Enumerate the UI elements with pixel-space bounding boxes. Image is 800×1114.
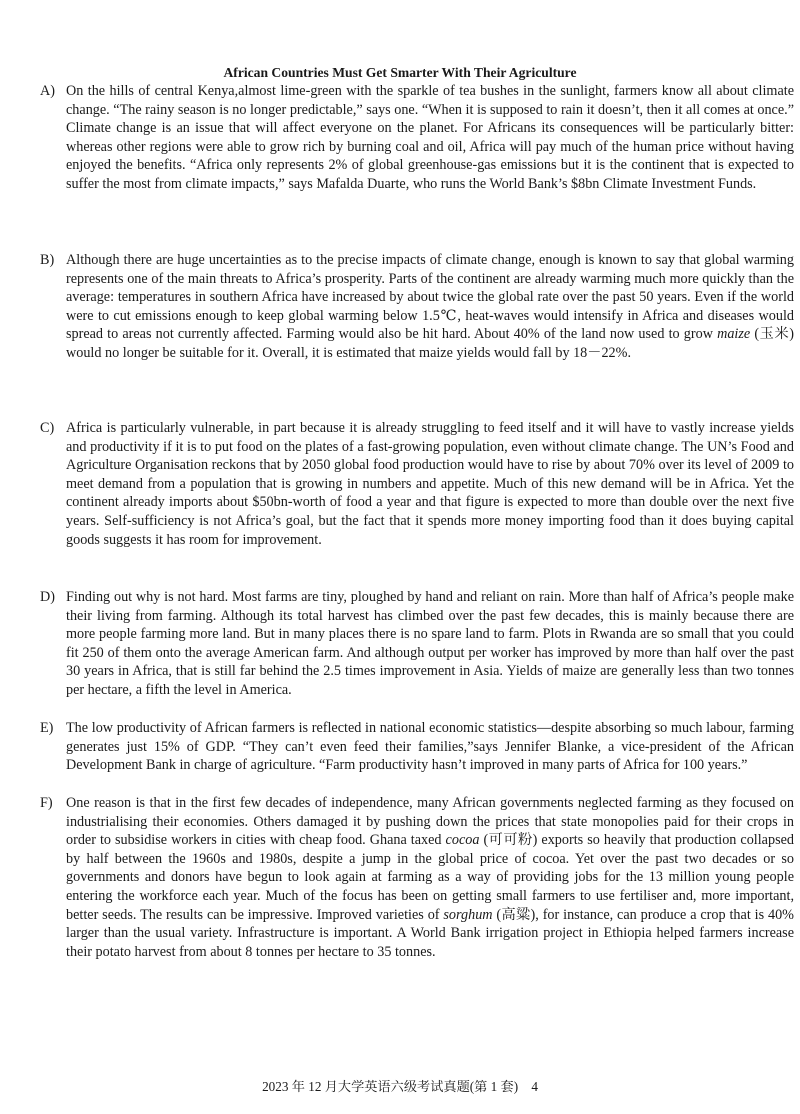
italic-term: cocoa — [445, 832, 480, 849]
text-run: One reason is that in the first few decades of independence, many African governments neglected farming as they focused on industrialising their economies. Others damaged it by pushing down the prices that state monopolies paid for their crops in order to subsidise workers in cities with cheap food. Ghana taxed — [66, 795, 794, 849]
paragraph-f — [40, 794, 794, 961]
paragraph-e — [40, 719, 794, 775]
paragraph-d — [40, 588, 794, 700]
paragraph-label: E) — [40, 720, 54, 736]
page-footer: 2023 年 12 月大学英语六级考试真题(第 1 套) 4 — [262, 1079, 538, 1094]
italic-term: maize — [717, 326, 751, 343]
paragraph-label: A) — [40, 83, 55, 99]
text-run: (高粱), for instance, can produce a crop that is 40% larger than the usual variety. Infrastructure is important. A World Bank irrigation project in Ethiopia helped farmers increase their potato harvest from about 8 tonnes per hectare to 35 tonnes. — [66, 906, 794, 960]
paragraph-label: C) — [40, 420, 55, 436]
paragraph-label: D) — [40, 589, 55, 605]
paragraph-text — [66, 83, 794, 192]
text-run: (可可粉) exports so heavily that production collapsed by half between the 1960s and 1980s, despite a jump in the global price of cocoa. Yet over the past two decades or so governments and donors have begun to look again at farming as a way of providing jobs for the 13 million young people entering the workforce each year. Much of the focus has been on getting small farmers to use fertiliser and, more important, better seeds. The results can be impressive. Improved varieties of — [66, 832, 794, 923]
paragraph-label: F) — [40, 795, 53, 811]
text-run: The low productivity of African farmers is reflected in national economic statistics—despite absorbing so much labour, farming generates just 15% of GDP. “They can’t even feed their families,”says Jennifer Blanke, a vice-president of the African Development Bank in charge of agriculture. “Farm productivity hasn’t improved in many parts of Africa for 100 years.” — [66, 720, 794, 774]
italic-term: sorghum — [443, 906, 493, 923]
paragraph-c — [40, 419, 794, 549]
paragraph-label: B) — [40, 252, 55, 268]
text-run: On the hills of central Kenya,almost lime-green with the sparkle of tea bushes in the sunlight, farmers know all about climate change. “The rainy season is no longer predictable,” says one. “When it is supposed to rain it doesn’t, then it all comes at once.” Climate change is an issue that will affect everyone on the planet. For Africans its consequences will be particularly bitter: whereas other regions were able to grow rich by burning coal and oil, Africa will pay much of the human price without having enjoyed the benefits. “Africa only represents 2% of global greenhouse-gas emissions but it is the continent that is expected to suffer the most from climate impacts,” says Mafalda Duarte, who runs the World Bank’s $8bn Climate Investment Funds. — [66, 83, 794, 192]
paragraph-text — [66, 589, 794, 698]
text-run: (玉米) would no longer be suitable for it. Overall, it is estimated that maize yields would fall by 18－22%. — [66, 326, 794, 361]
text-run: Africa is particularly vulnerable, in part because it is already struggling to feed itself and it will have to vastly increase yields and productivity if it is to put food on the plates of a fast-growing population, even without climate change. The UN’s Food and Agriculture Organisation reckons that by 2050 global food production would have to rise by about 70% over its level of 2009 to meet demand from a population that is growing in numbers and appetite. Much of this new demand will be in Africa. Yet the continent already imports about $50bn-worth of food a year and that figure is expected to more than double over the next five years. Self-sufficiency is not Africa’s goal, but the fact that it spends more money importing food than it does buying capital goods suggests it has room for improvement. — [66, 420, 794, 548]
paragraph-b — [40, 251, 794, 363]
paragraph-text — [66, 720, 794, 773]
paragraph-a — [40, 82, 794, 194]
paragraph-text — [66, 420, 794, 548]
paragraph-text — [66, 795, 794, 960]
text-run: Finding out why is not hard. Most farms are tiny, ploughed by hand and reliant on rain. More than half of Africa’s people make their living from farming. Although its total harvest has climbed over the past few decades, this is mainly because there are more people farming more land. But in many places there is no spare land to farm. Plots in Rwanda are so small that you could fit 250 of them onto the average American farm. And although output per worker has improved by more than half over the past 30 years in Africa, that is still far behind the 2.5 times improvement in Asia. Yields of maize are generally less than two tonnes per hectare, a fifth the level in America. — [66, 589, 794, 698]
paragraph-text — [66, 252, 794, 361]
passage-title: African Countries Must Get Smarter With Their Agriculture — [223, 65, 577, 80]
text-run: Although there are huge uncertainties as to the precise impacts of climate change, enough is known to say that global warming represents one of the main threats to Africa’s prosperity. Parts of the continent are already warming much more quickly than the average: temperatures in southern Africa have increased by about twice the global rate over the past 50 years. Even if the world were to cut emissions enough to keep global warming below 1.5℃, heat-waves would intensify in Africa and diseases would spread to areas not currently affected. Farming would also be hit hard. About 40% of the land now used to grow — [66, 252, 794, 343]
